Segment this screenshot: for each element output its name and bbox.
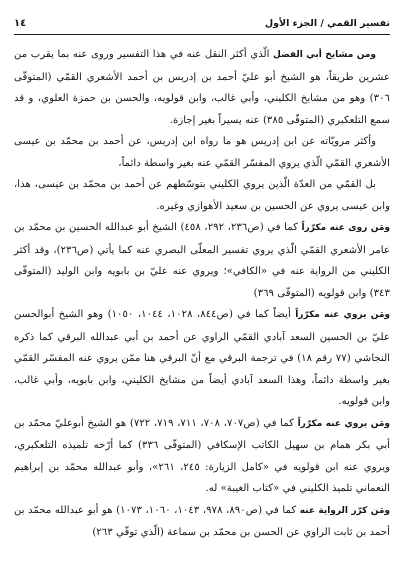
paragraph-text: كما في (ص٨٩٠، ٩٧٨، ١٠٤٣، ١٠٦٠، ١٠٧٣) هو أبو عبدالله محمّد بن أحمد بن ثابت الراوي عن الحسن بن محمّد بن سماعة (الّذي توفّي ٢٦٣) — [14, 504, 390, 538]
paragraph-p7 — [14, 500, 390, 544]
paragraph-text: أيضاً كما في (ص٨٤٤، ١٠٢٨، ١٠٤٤، ١٠٥٠) وهو الشيخ أبوالحسن عليّ بن الحسين السعد آبادي القمّي الراوي عن أحمد بن أبي عبدالله البرقي كما ذكره النجاشي (٧٧ رقم ١٨) في ترجمة البرقي مع أنّ البرقي هنا ممّن يروي عنه المفسّر القمّي بغير واسطة دائماً، وهذا السعد آبادي أيضاً من مشايخ الكليني، وابن بابويه، وأبي غالب، وابن قولويه. — [14, 309, 391, 407]
paragraph-text: كما في (ص٧٠٧، ٧٠٨، ٧١١، ٧١٩، ٧٢٢) هو الشيخ أبوعليّ محمّد بن أبي بكر همام بن سهيل الكاتب الإسكافي (المتوفّى ٣٣٦) كما أرّخه تلميذه التلعكبري، ويروي عنه ابن قولويه في «كامل الزيارة: ٢٤٥، ٢٦١»، وأبو عبدالله محمّد بن إبراهيم النعماني تلميذ الكليني في «كتاب الغيبة» له. — [14, 417, 390, 494]
paragraph-text: بل القمّي من العدّة الّذين يروي الكليني بتوسّطهم عن أحمد بن محمّد بن عيسى، هذا، وابن عيسى يروي عن الحسين بن سعيد الأهوازي وغيره. — [14, 179, 390, 212]
paragraph-text: وأكثر مرويّاته عن ابن إدريس هو ما رواه ابن إدريس، عن أحمد بن محمّد بن عيسى الأشعري القمّي الّذي يروي المفسّر القمّي عنه بغير واسطة دائماً، — [14, 136, 390, 169]
paragraph-lead: ومن مشايخ أبي الفضل — [273, 50, 376, 60]
paragraph-lead: ومَن روى عنه مكرّراً — [301, 223, 390, 233]
header-rule — [14, 34, 390, 35]
body-text — [14, 44, 390, 544]
paragraph-p4 — [14, 217, 390, 304]
paragraph-text: الّذي أكثر النقل عنه في هذا التفسير وروى عنه بما يقرب من عشرين طريقاً، هو الشيخ أبو عليّ أحمد بن إدريس بن أحمد الأشعري القمّي (المتوفّى ٣٠٦) وهو من مشايخ الكليني، وأبي غالب، وابن قولويه، والحسن بن حمزة العلوي، و قد سمع التلعكبري (المتوفّى ٣٨٥) عنه يسيراً بغير إجازة. — [14, 49, 390, 126]
paragraph-lead: ومَن يروي عنه مكرّراً — [295, 310, 391, 320]
paragraph-p1 — [14, 44, 390, 131]
paragraph-text: كما في (ص٢٣٦، ٢٩٢، ٤٥٨) الشيخ أبو عبدالله الحسين بن محمّد بن عامر الأشعري القمّي الّذي يروي تفسير المعلّى البصري عنه كما يأتي (ص٢٣٦)، وقد أكثر الكليني من الرواية عنه في «الكافي»؛ ويروي عنه عليّ بن بابويه وابن الوليد (المتوفّى ٣٤٣) وابن قولويه (المتوفّى ٣٦٩) — [14, 222, 390, 299]
running-header — [14, 16, 390, 30]
paragraph-p5 — [14, 304, 390, 413]
paragraph-p3 — [14, 174, 390, 217]
paragraph-lead: ومَن كرّر الرواية عنه — [299, 505, 390, 516]
paragraph-p2 — [14, 131, 390, 174]
page-number: ١٤ — [14, 17, 27, 29]
paragraph-lead: ومَن يروي عنه مكرّراً — [297, 418, 391, 429]
running-title: تفسير القمي / الجزء الأول — [264, 17, 390, 29]
paragraph-p6 — [14, 413, 390, 500]
